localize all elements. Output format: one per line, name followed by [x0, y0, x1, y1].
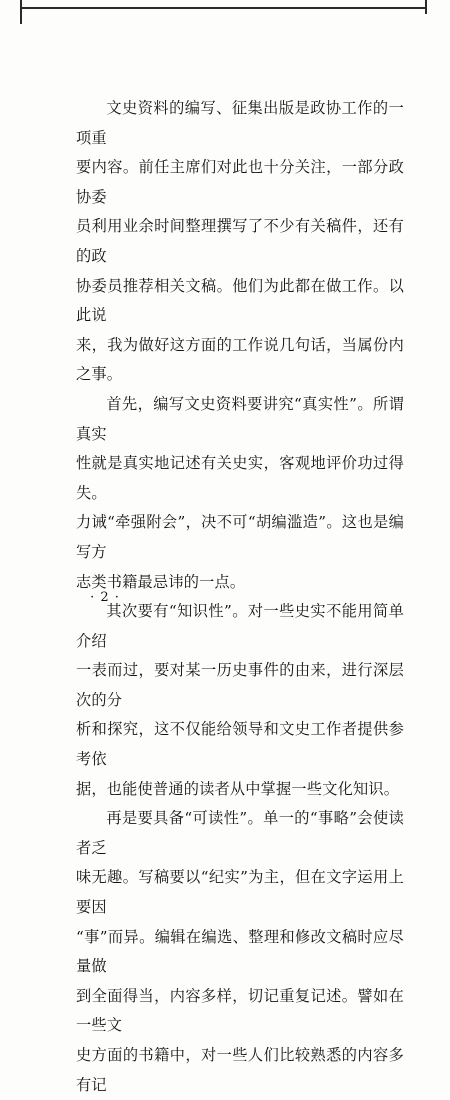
- page-left-edge: [20, 0, 22, 24]
- page-top-edge: [22, 0, 427, 9]
- paragraph-intro: 文史资料的编写、征集出版是政协工作的一项重 要内容。前任主席们对此也十分关注，一部分政协委 员利用业余时间整理撰写了不少有关稿件，还有的政 协委员推荐相关文稿。他们为此都在做工作。以此说 来，我为做好这方面的工作说几句话，当属份内之事。: [76, 99, 404, 384]
- page-number: · 2 ·: [90, 590, 120, 605]
- page-right-edge: [425, 0, 427, 14]
- paragraph-knowledge: 其次要有“知识性”。对一些史实不能用简单介绍 一表而过，要对某一历史事件的由来，进行深层次的分 析和探究，这不仅能给领导和文史工作者提供参考依 据，也能使普通的读者从中掌握一些文化知识。: [76, 602, 404, 798]
- paragraph-authenticity: 首先，编写文史资料要讲究“真实性”。所谓真实 性就是真实地记述有关史实，客观地评价功过得失。 力诫“牵强附会”，决不可“胡编滥造”。这也是编写方 志类书籍最忌讳的一点。: [76, 394, 404, 591]
- paragraph-readability: 再是要具备“可读性”。单一的“事略”会使读者乏 味无趣。写稿要以“纪实”为主，但在文字运用上要因 “事”而异。编辑在编选、整理和修改文稿时应尽量做 到全面得当，内容多样，切记重复记述。譬如在一些文 史方面的书籍中，对一些人们比较熟悉的内容多有记: [76, 809, 404, 1094]
